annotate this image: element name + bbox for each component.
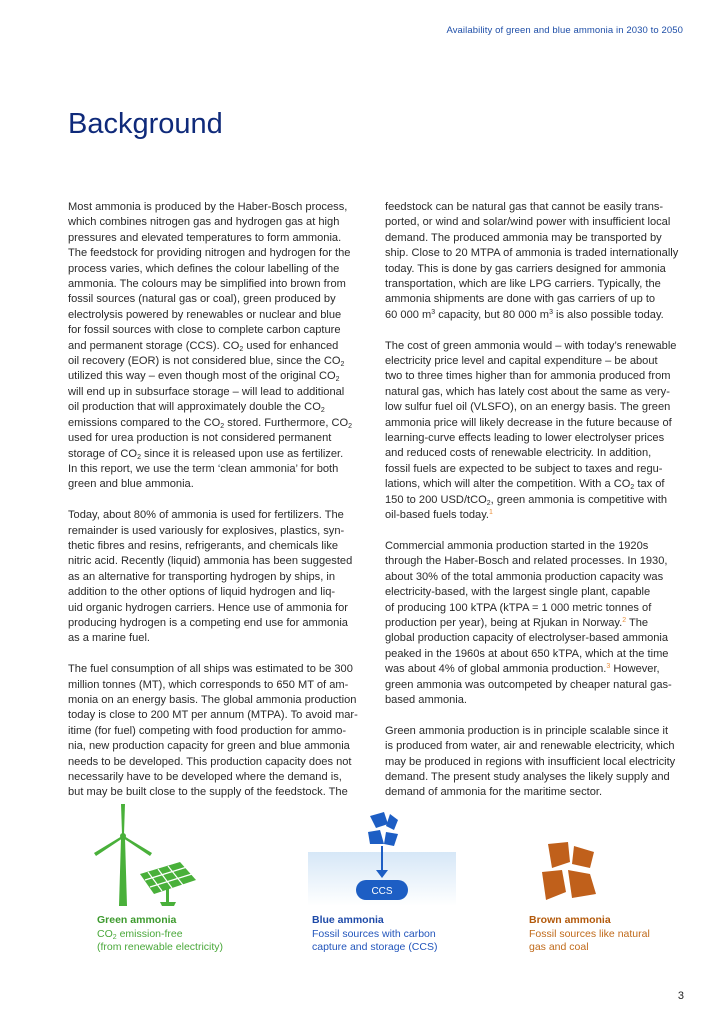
text-line: natural gas, which has lately cost about the same as very-: [385, 385, 670, 398]
right-column-paragraph: [385, 724, 689, 801]
footnote-ref: 1: [489, 509, 493, 517]
text-line: may be produced in regions with insufficient local electricity: [385, 755, 676, 768]
text-line: Green ammonia production is in principle scalable since it: [385, 724, 669, 737]
left-column: [68, 200, 368, 801]
running-header: Availability of green and blue ammonia in 2030 to 2050: [446, 25, 683, 36]
text-line: about 30% of the total ammonia production capacity was: [385, 570, 664, 583]
text-line: electricity-based, with the largest single plant, capable: [385, 586, 651, 599]
text-line: as a marine fuel.: [68, 632, 151, 645]
text-line: Today, about 80% of ammonia is used for fertilizers. The: [68, 509, 344, 522]
text-line: The cost of green ammonia would – with today’s renewable: [385, 339, 677, 352]
footnote-ref: 2: [622, 616, 627, 624]
brown-ammonia-line2: gas and coal: [529, 941, 589, 953]
text-line: uid organic hydrogen carriers. Hence use of ammonia for: [68, 601, 348, 614]
coal-rocks-icon: [540, 842, 602, 902]
right-column: [385, 200, 689, 801]
text-line: 60 000 $m^3$ capacity, but 80 000 $m^3$ is also possible today.: [385, 308, 664, 321]
text-line: nia, new production capacity for green and blue ammonia: [68, 740, 350, 753]
text-line: based ammonia.: [385, 693, 468, 706]
text-line: million tonnes (MT), which corresponds to 650 MT of am-: [68, 678, 349, 691]
text-line: and permanent storage (CCS). $CO_2$ used for enhanced: [68, 339, 339, 353]
text-line: and reduced costs of renewable electricity. In addition,: [385, 447, 652, 460]
left-column-paragraph: [68, 200, 368, 493]
text-line: through the Haber-Bosch and related processes. In 1930,: [385, 555, 668, 568]
page-number: 3: [677, 990, 684, 1002]
section-title: Background: [68, 108, 223, 140]
right-column-paragraph: [385, 339, 689, 524]
text-line: as an alternative for transporting hydrogen by ships, in: [68, 570, 336, 583]
text-line: The fuel consumption of all ships was estimated to be 300: [68, 663, 353, 676]
text-line: 150 to 200 USD/tCO$_2$, green ammonia is competitive with: [385, 493, 667, 507]
text-line: emissions compared to the $CO_2$ stored. Furthermore, $CO_2$: [68, 416, 353, 430]
text-line: production per year), being at Rjukan in Norway.$^2$ The: [385, 616, 649, 629]
text-line: used for urea production is not considered permanent: [68, 432, 332, 445]
text-line: monia on an energy basis. The global ammonia production: [68, 693, 357, 706]
text-line: pressures and elevated temperatures to form ammonia.: [68, 231, 342, 244]
brown-ammonia-line1: Fossil sources like natural: [529, 927, 650, 940]
ccs-storage-icon: [308, 810, 456, 906]
text-line: transportation, which are like LPG carriers. Typically, the: [385, 278, 661, 291]
text-line: ported, or wind and solar/wind power with insufficient local: [385, 216, 671, 229]
ccs-label: CCS: [371, 886, 393, 897]
text-line: demand of ammonia for the maritime sector.: [385, 786, 603, 799]
text-line: ammonia. The colours may be simplified into brown from: [68, 278, 346, 291]
text-line: two to three times higher than for ammonia produced from: [385, 370, 671, 383]
text-line: low sulfur fuel oil (VLSFO), on an energy basis. The green: [385, 401, 671, 414]
text-line: ammonia price will likely decrease in the future because of: [385, 416, 672, 429]
text-line: Commercial ammonia production started in the 1920s: [385, 539, 649, 552]
text-line: which combines nitrogen gas and hydrogen gas at high: [68, 216, 340, 229]
text-line: peaked in the 1960s at about 650 kTPA, which at the time: [385, 647, 669, 660]
brown-ammonia-title: Brown ammonia: [529, 914, 611, 926]
green-ammonia-line1: $CO_2$ emission-free: [97, 927, 183, 941]
text-line: producing hydrogen is a competing end use for ammonia: [68, 616, 348, 629]
text-line: oil production that will approximately double the $CO_2$: [68, 401, 325, 415]
text-line: lations, which will alter the competition. With a $CO_2$ tax of: [385, 478, 665, 492]
text-line: nitric acid. Recently (liquid) ammonia has been suggested: [68, 555, 353, 568]
text-line: ammonia shipments are done with gas carriers of up to: [385, 293, 656, 306]
text-line: oil recovery (EOR) is not considered blue, since the $CO_2$: [68, 355, 345, 369]
text-line: for fossil sources with close to complete carbon capture: [68, 324, 341, 337]
text-line: electricity price level and capital expenditure – be about: [385, 355, 658, 368]
wind-solar-icon: [88, 802, 198, 908]
text-line: global production capacity of electrolyser-based ammonia: [385, 632, 669, 645]
brown-ammonia-caption: [529, 914, 650, 955]
text-line: learning-curve effects leading to lower electrolyser prices: [385, 432, 665, 445]
left-column-paragraph: [68, 508, 368, 647]
text-line: but may be built close to the supply of the feedstock. The: [68, 786, 348, 799]
text-line: fossil fuels are expected to be subject to taxes and regu-: [385, 462, 663, 475]
green-ammonia-caption: [97, 914, 223, 955]
right-column-paragraph: [385, 200, 689, 323]
green-ammonia-line2: (from renewable electricity): [97, 941, 224, 953]
text-line: addition to the other options of liquid hydrogen and liq-: [68, 586, 336, 599]
text-line: demand. The produced ammonia may be transported by: [385, 231, 662, 244]
right-column-paragraph: [385, 539, 689, 708]
text-line: oil-based fuels today.$^1$: [385, 509, 493, 522]
text-line: is produced from water, air and renewable electricity, which: [385, 740, 675, 753]
blue-ammonia-title: Blue ammonia: [312, 914, 384, 926]
blue-ammonia-line1: Fossil sources with carbon: [312, 927, 436, 940]
text-line: Most ammonia is produced by the Haber-Bosch process,: [68, 201, 348, 213]
text-line: necessarily have to be developed where the demand is,: [68, 771, 342, 783]
text-line: green and blue ammonia.: [68, 478, 194, 491]
text-line: utilized this way – even though most of the original $CO_2$: [68, 370, 340, 384]
text-line: today. This is done by gas carriers designed for ammonia: [385, 262, 666, 275]
text-line: green ammonia was outcompeted by cheaper natural gas-: [385, 678, 672, 691]
text-line: demand. The present study analyses the likely supply and: [385, 770, 670, 783]
text-line: remainder is used variously for explosives, plastics, syn-: [68, 524, 345, 537]
text-line: today is close to 200 MT per annum (MTPA). To avoid mar-: [68, 709, 358, 722]
blue-ammonia-line2: capture and storage (CCS): [312, 941, 438, 953]
text-line: The feedstock for providing nitrogen and hydrogen for the: [68, 247, 351, 260]
text-line: thetic fibres and resins, refrigerants, and chemicals like: [68, 539, 339, 552]
text-line: feedstock can be natural gas that cannot be easily trans-: [385, 201, 664, 213]
text-line: storage of $CO_2$ since it is released upon use as fertilizer.: [68, 447, 344, 461]
text-line: electrolysis powered by renewables or nuclear and blue: [68, 308, 342, 321]
blue-ammonia-caption: [312, 914, 437, 955]
green-ammonia-title: Green ammonia: [97, 914, 177, 926]
text-line: will end up in subsurface storage – will lead to additional: [68, 385, 345, 398]
text-line: was about 4% of global ammonia production.$^3$ However,: [385, 663, 660, 676]
text-line: fossil sources (natural gas or coal), green produced by: [68, 293, 336, 306]
text-line: ship. Close to 20 MTPA of ammonia is traded internationally: [385, 247, 679, 260]
footnote-ref: 3: [606, 663, 611, 671]
text-line: needs to be developed. This production capacity does not: [68, 755, 352, 768]
text-line: itime (for fuel) competing with food production for ammo-: [68, 724, 347, 737]
text-line: of producing 100 kTPA (kTPA = 1 000 metric tonnes of: [385, 601, 652, 614]
text-line: process varies, which defines the colour labelling of the: [68, 262, 340, 275]
text-line: In this report, we use the term ‘clean ammonia’ for both: [68, 462, 339, 475]
left-column-paragraph: [68, 662, 368, 801]
